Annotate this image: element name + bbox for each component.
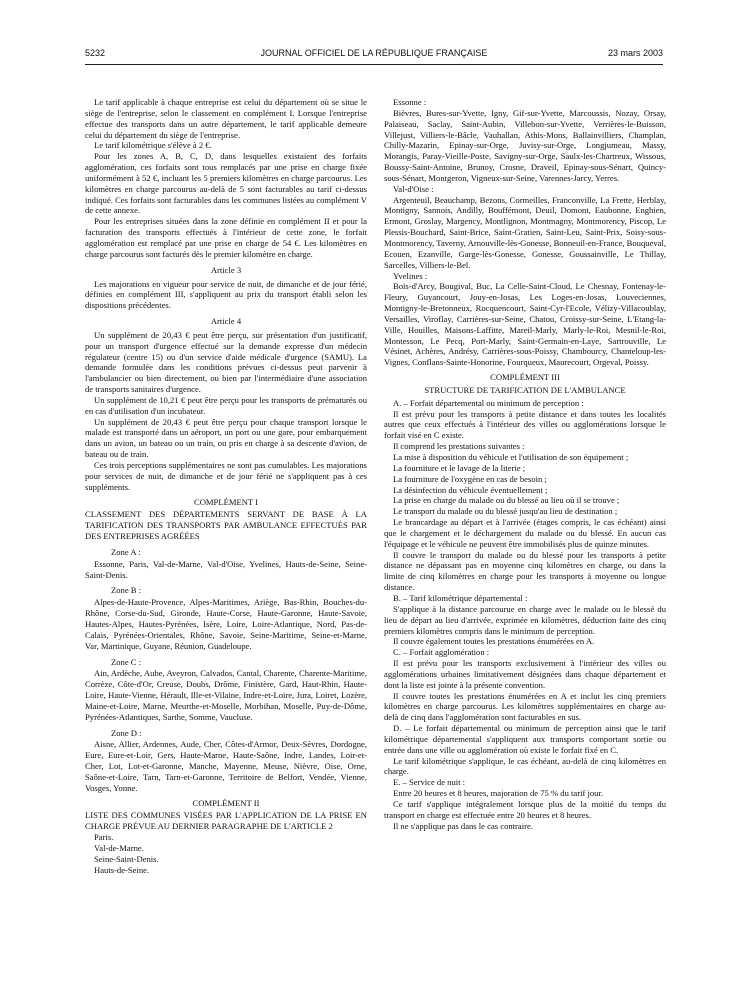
section-heading: C. – Forfait agglomération : xyxy=(393,647,490,658)
paragraph: Le transport du malade ou du blessé jusqu'au lieu de destination ; xyxy=(393,506,618,517)
complement-title: STRUCTURE DE TARIFICATION DE L'AMBULANCE xyxy=(424,384,626,395)
paragraph: Le brancardage au départ et à l'arrivée (étages compris, le cas échéant) ainsi que le chargement et le déchargement du malade ou du blessé. En aucun cas l'équipage et le véhicule ne peuvent être immobilisés plus de quinze minutes. xyxy=(384,517,666,549)
paragraph: S'applique à la distance parcourue en charge avec le malade ou le blessé du lieu de départ au lieu d'arrivée, exprimée en kilomètres, déduction faite des cinq premiers kilomètres compris dans le minimum de perception. xyxy=(384,603,666,636)
issue-date: 23 mars 2003 xyxy=(607,48,663,58)
department-label: Val-d'Oise : xyxy=(393,183,434,194)
page-header xyxy=(85,48,663,62)
journal-title: JOURNAL OFFICIEL DE LA RÉPUBLIQUE FRANÇAISE xyxy=(260,48,488,58)
complement-heading: COMPLÉMENT II xyxy=(192,797,260,808)
paragraph: Un supplément de 10,21 € peut être perçu pour les transports de prématurés ou en cas d'utilisation d'un incubateur. xyxy=(85,394,367,416)
paragraph: Il ne s'applique pas dans le cas contraire. xyxy=(393,820,533,831)
paragraph: La désinfection du véhicule éventuellement ; xyxy=(393,484,548,495)
commune-list xyxy=(85,832,367,875)
paragraph: Le tarif kilométrique s'élève à 2 €. xyxy=(94,140,212,151)
paragraph: Il couvre toutes les prestations énumérées en A et inclut les cinq premiers kilomètres en charge parcourus. Les kilomètres supplémentaires en charge au-delà de cinq dans l'agglomération sont facturables en sus. xyxy=(384,690,666,723)
complement-heading: COMPLÉMENT I xyxy=(193,496,259,507)
complement-heading: COMPLÉMENT III xyxy=(490,372,560,383)
list-item: Paris. xyxy=(94,832,114,843)
paragraph: Il comprend les prestations suivantes : xyxy=(393,441,525,452)
commune-list: Bois-d'Arcy, Bougival, Buc, La Celle-Saint-Cloud, Le Chesnay, Fontenay-le-Fleury, Guyancourt, Jouy-en-Josas, Les Loges-en-Josas, Louveciennes, Montigny-le-Bretonneux, Rocquencourt, Saint-Cyr-l'Ecole, Vélizy-Villacoublay, Versailles, Viroflay, Carrières-sur-Seine, Chatou, Croissy-sur-Seine, L'Etang-la-Ville, Houilles, Maisons-Laffitte, Mareil-Marly, Marly-le-Roi, Mesnil-le-Roi, Montesson, Le Pecq, Port-Marly, Saint-Germain-en-Laye, Sartrouville, Le Vésinet, Achères, Andrésy, Carrières-sous-Poissy, Chambourcy, Chanteloup-les-Vignes, Conflans-Sainte-Honorine, Fourqueux, Maurecourt, Orgeval, Poissy. xyxy=(384,281,666,368)
zone-label: Zone B : xyxy=(111,585,142,596)
paragraph: Ce tarif s'applique intégralement lorsque plus de la moitié du temps du transport en charge est effectuée entre 20 heures et 8 heures. xyxy=(384,799,666,820)
section-heading: E. – Service de nuit : xyxy=(393,777,466,788)
paragraph: Pour les zones A, B, C, D, dans lesquelles existaient des forfaits agglomération, ces forfaits sont tous remplacés par une prise en charge fixée uniformément à 52 €, incluant les 5 premiers kilomètres en charge parcourus. Les kilomètres en charge parcourus au-delà de 5 sont facturables au tarif ci-dessus indiqué. Ces forfaits sont facturables dans les communes listées au complément V de cette annexe. xyxy=(85,151,367,216)
zone-label: Zone A : xyxy=(111,546,141,557)
right-column xyxy=(384,97,666,832)
section-heading: D. – Le forfait départemental ou minimum de perception ainsi que le tarif kilométrique départemental s'appliquent aux transports comportant sortie ou entrée dans une ville ou agglomération où existe le forfait fixé en C. xyxy=(384,723,666,755)
paragraph: Il couvre également toutes les prestations énumérées en A. xyxy=(393,636,595,647)
left-column xyxy=(85,97,367,876)
header-rule xyxy=(85,64,663,65)
paragraph: Il est prévu pour les transports exclusivement à l'intérieur des villes ou agglomérations urbaines limitativement désignées dans chaque département et dont la liste est jointe à la présente convention. xyxy=(384,658,666,690)
zone-list: Aisne, Allier, Ardennes, Aude, Cher, Côtes-d'Armor, Deux-Sèvres, Dordogne, Eure, Eure-et-Loir, Gers, Haute-Marne, Haute-Saône, Indre, Landes, Loir-et-Cher, Lot, Lot-et-Garonne, Manche, Mayenne, Meuse, Nièvre, Oise, Orne, Saône-et-Loire, Tarn, Tarn-et-Garonne, Territoire de Belfort, Vendée, Vienne, Vosges, Yonne. xyxy=(85,739,367,793)
list-item: Seine-Saint-Denis. xyxy=(94,853,159,864)
complement-title: LISTE DES COMMUNES VISÉES PAR L'APPLICATION DE LA PRISE EN CHARGE PRÉVUE AU DERNIER PARAGRAPHE DE L'ARTICLE 2 xyxy=(85,810,367,832)
paragraph: La prise en charge du malade ou du blessé au lieu où il se trouve ; xyxy=(393,495,620,506)
department-label: Yvelines : xyxy=(393,270,428,281)
commune-list: Argenteuil, Beauchamp, Bezons, Cormeilles, Franconville, La Frette, Herblay, Montigny, Sannois, Andilly, Bouffémont, Deuil, Domont, Eaubonne, Enghien, Ermont, Groslay, Margency, Montlignon, Montmagny, Montmorency, Piscop, Le Plessis-Bouchard, Saint-Brice, Saint-Gratien, Saint-Leu, Saint-Prix, Soisy-sous-Montmorency, Taverny, Arnouville-lès-Gonesse, Bonneuil-en-France, Bouqueval, Ecouen, Ezanville, Garge-lès-Gonesse, Gonesse, Goussainville, Le Thillay, Sarcelles, Villiers-le-Bel. xyxy=(384,194,666,270)
paragraph: Un supplément de 20,43 € peut être perçu, sur présentation d'un justificatif, pour un transport d'urgence effectué sur la demande expresse d'un médecin régulateur (centre 15) ou d'un service d'aide médicale d'urgence (SAMU). La demande formulée dans les conditions prévues ci-dessus peut parvenir à l'ambulancier ou bien directement, ou bien par l'intermédiaire d'une association de transports sanitaires d'urgence. xyxy=(85,329,367,395)
paragraph: Ces trois perceptions supplémentaires ne sont pas cumulables. Les majorations pour services de nuit, de dimanche et de jour férié ne s'appliquent pas à ces suppléments. xyxy=(85,460,367,492)
paragraph: La fourniture et le lavage de la literie ; xyxy=(393,462,526,473)
paragraph: Il est prévu pour les transports à petite distance et dans toutes les localités autres que ceux effectués à l'intérieur des villes ou agglomérations lorsque le forfait visé en C existe. xyxy=(384,408,666,441)
section-heading: B. – Tarif kilométrique départemental : xyxy=(393,592,528,603)
article-heading: Article 4 xyxy=(210,316,242,327)
section-heading: A. – Forfait départemental ou minimum de perception : xyxy=(393,397,584,408)
article-heading: Article 3 xyxy=(210,264,242,275)
zone-list: Alpes-de-Haute-Provence, Alpes-Maritimes, Ariège, Bas-Rhin, Bouches-du-Rhône, Corse-du-Sud, Gironde, Haute-Corse, Haute-Garonne, Haute-Savoie, Hautes-Alpes, Hautes-Pyrénées, Isère, Loire, Loire-Atlantique, Nord, Pas-de-Calais, Pyrénées-Orientales, Rhône, Savoie, Seine-Maritime, Seine-et-Marne, Var, Martinique, Guyane, Réunion, Guadeloupe. xyxy=(85,597,367,651)
paragraph: La mise à disposition du véhicule et l'utilisation de son équipement ; xyxy=(393,452,629,462)
paragraph: Pour les entreprises situées dans la zone définie en complément II et pour la facturation des transports effectués à l'intérieur de cette zone, le forfait agglomération est remplacé par une prise en charge de 54 €. Les kilomètres en charge parcourus sont facturés dès le premier kilomètre en charge. xyxy=(85,216,367,259)
zone-label: Zone C : xyxy=(111,656,142,667)
paragraph: La fourniture de l'oxygène en cas de besoin ; xyxy=(393,473,547,484)
paragraph: Entre 20 heures et 8 heures, majoration de 75 % du tarif jour. xyxy=(393,788,604,799)
paragraph: Le tarif applicable à chaque entreprise est celui du département où se situe le siège de l'entreprise, selon le classement en complément I. Lorsque l'entreprise effectue des transports dans un autre département, le tarif applicable demeure celui du département du siège de l'entreprise. xyxy=(85,97,367,140)
paragraph: Les majorations en vigueur pour service de nuit, de dimanche et de jour férié, définies en complément III, s'appliquent au prix du transport établi selon les dispositions précédentes. xyxy=(85,278,367,311)
complement-title: CLASSEMENT DES DÉPARTEMENTS SERVANT DE BASE À LA TARIFICATION DES TRANSPORTS PAR AMBULANCE EFFECTUÉS PAR DES ENTREPRISES AGRÉÉES xyxy=(85,509,367,542)
commune-list: Bièvres, Bures-sur-Yvette, Igny, Gif-sur-Yvette, Marcoussis, Nozay, Orsay, Palaiseau, Saclay, Saint-Aubin, Villebon-sur-Yvette, Verrières-le-Buisson, Villejust, Villiers-le-Bâcle, Vauhallan, Athis-Mons, Ballainvilliers, Champlan, Chilly-Mazarin, Epinay-sur-Orge, Juvisy-sur-Orge, Longjumeau, Massy, Morangis, Paray-Vieille-Poste, Savigny-sur-Orge, Saulx-les-Chartreux, Wissous, Boussy-Saint-Antoine, Brunoy, Crosne, Draveil, Epinay-sous-Sénart, Quincy-sous-Sénart, Montgeron, Vigneux-sur-Seine, Varennes-Jarcy, Yerres. xyxy=(384,107,666,183)
list-item: Hauts-de-Seine. xyxy=(94,864,150,875)
paragraph: Le tarif kilométrique s'applique, le cas échéant, au-delà de cinq kilomètres en charge. xyxy=(384,755,666,777)
list-item: Val-de-Marne. xyxy=(94,843,144,853)
zone-label: Zone D : xyxy=(111,727,142,738)
paragraph: Un supplément de 20,43 € peut être perçu pour chaque transport lorsque le malade est transporté dans un aéroport, un port ou une gare, pour embarquement dans un avion, un bateau ou un train, ou pris en charge à sa descente d'avion, de bateau ou de train. xyxy=(85,416,367,460)
page-number: 5232 xyxy=(85,48,106,58)
paragraph: Il couvre le transport du malade ou du blessé pour les transports à petite distance ne dépassant pas en moyenne cinq kilomètres en charge, ou dans la limite de cinq kilomètres en charge pour les transports à moyenne ou longue distance. xyxy=(384,549,666,593)
department-label: Essonne : xyxy=(393,97,427,107)
zone-list: Ain, Ardèche, Aube, Aveyron, Calvados, Cantal, Charente, Charente-Maritime, Corrèze, Côte-d'Or, Creuse, Doubs, Drôme, Finistère, Gard, Haut-Rhin, Haute-Loire, Haute-Vienne, Hérault, Ille-et-Vilaine, Indre-et-Loire, Jura, Loiret, Lozère, Maine-et-Loire, Marne, Meurthe-et-Moselle, Morbihan, Moselle, Puy-de-Dôme, Pyrénées-Atlantiques, Sarthe, Somme, Vaucluse. xyxy=(85,668,367,722)
zone-list: Essonne, Paris, Val-de-Marne, Val-d'Oise, Yvelines, Hauts-de-Seine, Seine-Saint-Denis. xyxy=(85,558,367,580)
